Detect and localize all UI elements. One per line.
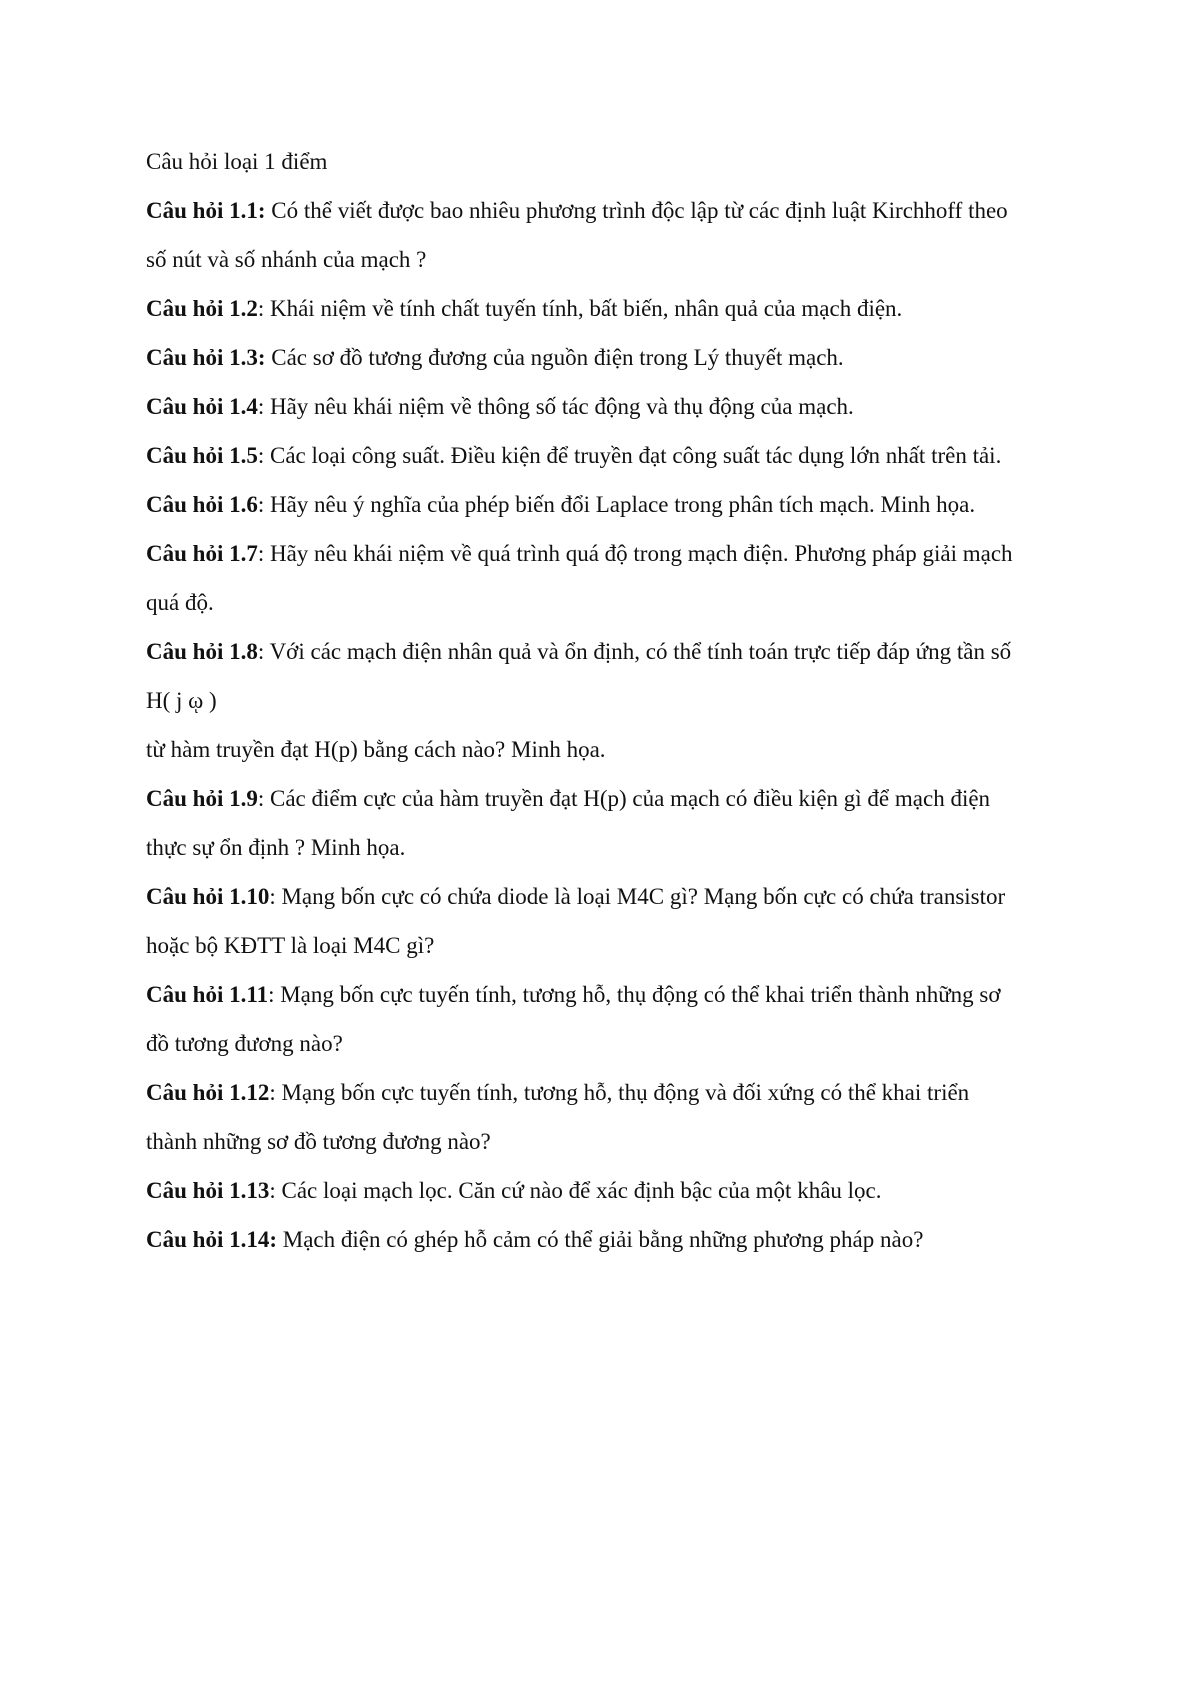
question-1-9-continuation: thực sự ổn định ? Minh họa.: [146, 835, 406, 860]
question-1-14: [146, 1224, 1056, 1256]
question-1-8-formula: H( j ῳ ): [146, 688, 217, 713]
question-1-12: [146, 1077, 1056, 1109]
question-label: Câu hỏi 1.14:: [146, 1227, 277, 1252]
question-label: Câu hỏi 1.6: [146, 492, 258, 517]
question-1-11: [146, 979, 1056, 1011]
question-1-7-continuation: quá độ.: [146, 590, 214, 615]
question-text: : Hãy nêu ý nghĩa của phép biến đổi Laplace trong phân tích mạch. Minh họa.: [257, 492, 976, 517]
question-text: : Khái niệm về tính chất tuyến tính, bất biến, nhân quả của mạch điện.: [257, 296, 903, 321]
question-1-4: [146, 391, 1056, 423]
question-text: : Mạng bốn cực có chứa diode là loại M4C gì? Mạng bốn cực có chứa transistor: [269, 884, 1006, 909]
question-label: Câu hỏi 1.4: [146, 394, 258, 419]
question-1-10-continuation: hoặc bộ KĐTT là loại M4C gì?: [146, 933, 435, 958]
question-1-12-continuation: thành những sơ đồ tương đương nào?: [146, 1129, 491, 1154]
question-text: Có thể viết được bao nhiêu phương trình độc lập từ các định luật Kirchhoff theo: [265, 198, 1008, 223]
question-text: Các sơ đồ tương đương của nguồn điện trong Lý thuyết mạch.: [265, 345, 844, 370]
question-label: Câu hỏi 1.8: [146, 639, 258, 664]
question-text: : Với các mạch điện nhân quả và ổn định, có thể tính toán trực tiếp đáp ứng tần số: [257, 639, 1012, 664]
question-label: Câu hỏi 1.11: [146, 982, 269, 1007]
question-text: : Hãy nêu khái niệm về thông số tác động và thụ động của mạch.: [257, 394, 854, 419]
document-heading: Câu hỏi loại 1 điểm: [146, 149, 328, 174]
question-text: : Các loại mạch lọc. Căn cứ nào để xác định bậc của một khâu lọc.: [269, 1178, 882, 1203]
question-label: Câu hỏi 1.12: [146, 1080, 270, 1105]
question-1-1: [146, 195, 1056, 227]
question-1-10: [146, 881, 1056, 913]
question-1-3: [146, 342, 1056, 374]
question-1-8: [146, 636, 1056, 668]
question-label: Câu hỏi 1.13: [146, 1178, 270, 1203]
question-1-5: [146, 440, 1056, 472]
question-label: Câu hỏi 1.3:: [146, 345, 266, 370]
question-label: Câu hỏi 1.5: [146, 443, 258, 468]
question-text: : Các loại công suất. Điều kiện để truyền đạt công suất tác dụng lớn nhất trên tải.: [257, 443, 1002, 468]
question-label: Câu hỏi 1.1:: [146, 198, 266, 223]
question-label: Câu hỏi 1.7: [146, 541, 258, 566]
document-page: [146, 146, 1056, 1273]
question-text: : Các điểm cực của hàm truyền đạt H(p) của mạch có điều kiện gì để mạch điện: [257, 786, 991, 811]
question-1-1-continuation: số nút và số nhánh của mạch ?: [146, 247, 427, 272]
question-label: Câu hỏi 1.9: [146, 786, 258, 811]
question-label: Câu hỏi 1.2: [146, 296, 258, 321]
question-text: : Hãy nêu khái niệm về quá trình quá độ trong mạch điện. Phương pháp giải mạch: [257, 541, 1013, 566]
question-text: Mạch điện có ghép hỗ cảm có thể giải bằng những phương pháp nào?: [277, 1227, 924, 1252]
question-label: Câu hỏi 1.10: [146, 884, 270, 909]
question-text: : Mạng bốn cực tuyến tính, tương hỗ, thụ động và đối xứng có thể khai triển: [269, 1080, 970, 1105]
question-1-13: [146, 1175, 1056, 1207]
question-1-2: [146, 293, 1056, 325]
question-1-8-continuation: từ hàm truyền đạt H(p) bằng cách nào? Minh họa.: [146, 737, 606, 762]
question-1-7: [146, 538, 1056, 570]
question-1-6: [146, 489, 1056, 521]
question-text: : Mạng bốn cực tuyến tính, tương hỗ, thụ động có thể khai triển thành những sơ: [268, 982, 1001, 1007]
question-1-11-continuation: đồ tương đương nào?: [146, 1031, 343, 1056]
question-1-9: [146, 783, 1056, 815]
